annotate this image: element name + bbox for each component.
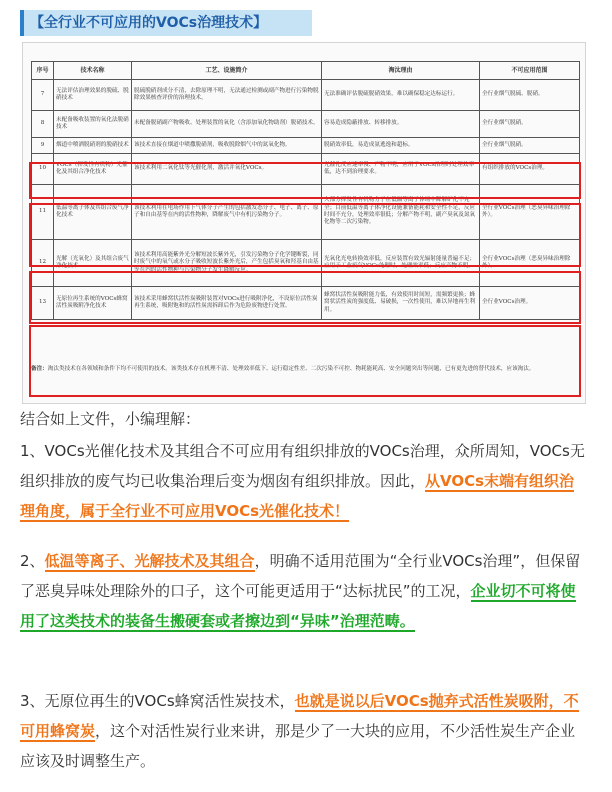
paragraph-1-text: 1、VOCs光催化技术及其组合不可应用有组织排放的VOCs治理，众所周知，VOCs无组织排放的废气均已收集治理后变为烟囱有组织排放。因此， [20, 442, 585, 490]
technology-name: 烟道中喷洒脱硝剂的脱硝技术 [54, 138, 132, 154]
row-number: 7 [32, 80, 54, 111]
phase-out-reason: 光催化反应速率慢、产物不明，应用于VOCs治理时处理效率低，达不到治理要求。 [322, 154, 480, 185]
highlight-box-row-11 [29, 203, 581, 267]
article-paragraph-1 [20, 436, 588, 526]
excluded-scope: 有组织排放的VOCs治理。 [480, 154, 580, 185]
phase-out-reason: 脱硝效率低，易造成氨逃逸和超标。 [322, 138, 480, 154]
paragraph-2-emphasis: 低温等离子、光解技术及其组合 [44, 552, 255, 570]
technology-name: 无原位再生系统的VOCs蜂窝活性炭吸附净化技术 [54, 287, 132, 320]
column-header: 序号 [32, 62, 54, 80]
process-intro: 该技术利用在电场作用下气体分子产生的包括激发态分子、电子、离子、原子和自由基等在内的活性物种，降解废气中有机污染物分子。 [132, 185, 322, 240]
column-header: 不可应用范围 [480, 62, 580, 80]
excluded-scope: 全行业烟气脱硫、脱硝。 [480, 80, 580, 111]
technology-name: 低温等离子体及其组合废气净化技术 [54, 185, 132, 240]
column-header: 淘汰理由 [322, 62, 480, 80]
process-intro: 该技术利用二氧化钛等光催化剂，激活并氧化VOCs。 [132, 154, 322, 185]
table-row [32, 80, 580, 111]
table-header-row [32, 62, 580, 80]
article-paragraph-2 [20, 546, 588, 636]
column-header: 工艺、设施简介 [132, 62, 322, 80]
document-scan [22, 42, 586, 404]
process-intro: 该技术直接在烟道中喷撒脱硝剂，吸收脱除烟气中的氮氧化物。 [132, 138, 322, 154]
row-number: 9 [32, 138, 54, 154]
technology-name: VOCs（挥发性有机物）光催化及其组合净化技术 [54, 154, 132, 185]
technology-name: 未配备吸收装置的氧化法脱硝技术 [54, 111, 132, 138]
section-title: 【全行业不可应用的VOCs治理技术】 [30, 15, 268, 31]
row-number: 10 [32, 154, 54, 185]
note-text: 淘汰类技术在各领域和条件下均不可使用的技术。该类技术存在机理不清、处理效率低下、运行稳定性差、二次污染不可控、物耗能耗高、安全问题突出等问题，已有更先进的替代技术，应该淘汰。 [47, 366, 535, 372]
excluded-scope: 全行业烟气脱硝。 [480, 138, 580, 154]
row-number: 12 [32, 240, 54, 287]
excluded-scope: 全行业VOCs治理（恶臭异味治理除外）。 [480, 240, 580, 287]
paragraph-3-text: ，这个对活性炭行业来讲，那是少了一大块的应用，不少活性炭生产企业应该及时调整生产。 [20, 722, 576, 770]
phase-out-reason: 无法准确评估脱硫脱硝效果，难以确保稳定达标运行。 [322, 80, 480, 111]
section-banner [20, 10, 312, 36]
paragraph-2-green-emphasis: 企业切不可将使用了这类技术的装备生搬硬套或者擦边到“异味”治理范畴。 [20, 582, 576, 630]
note-label: 备注： [31, 366, 48, 372]
paragraph-3-prefix: 3、无原位再生的VOCs蜂窝活性炭技术， [20, 692, 295, 710]
technology-name: 光解（光氧化）及其组合废气净化技术 [54, 240, 132, 287]
process-intro: 脱硫脱硝剂成分不清，去除原理不明，无法通过检测或副产物进行污染物脱除效果核查评价的治理技术。 [132, 80, 322, 111]
phase-out-reason: 容易造成隐蔽排放、转移排放。 [322, 111, 480, 138]
process-intro: 该技术采用蜂窝状活性炭吸附装置对VOCs进行吸附净化，不设原位活性炭再生系统，吸附饱和的活性炭需拆卸后作为危险废物进行处置。 [132, 287, 322, 320]
excluded-scope: 全行业烟气脱硝。 [480, 111, 580, 138]
paragraph-2-prefix: 2、 [20, 552, 45, 570]
row-number: 13 [32, 287, 54, 320]
table-row [32, 111, 580, 138]
process-intro: 未配备脱硝副产物吸收、处理装置的氧化（含添加氧化物助剂）脱硝技术。 [132, 111, 322, 138]
row-number: 8 [32, 111, 54, 138]
paragraph-2-text: ，明确不适用范围为“全行业VOCs治理”，但保留了恶臭异味处理除外的口子，这个可能更适用于“达标扰民”的工况， [20, 552, 581, 600]
highlight-box-row-13-and-note [29, 325, 581, 397]
process-intro: 该技术利用高能紫外光分解短波长紫外光，引发污染物分子化学键断裂，同时废气中的氧气或水分子吸收短波长紫外光后，产生包括臭氧和羟基自由基等在内的活性物种与污染物分子发生降解反应。 [132, 240, 322, 287]
highlight-box-row-10 [29, 162, 581, 199]
paragraph-1-emphasis: 从VOCs末端有组织治理角度，属于全行业不可应用VOCs光催化技术！ [20, 472, 575, 520]
excluded-scope: 全行业VOCs治理（恶臭异味治理除外）。 [480, 185, 580, 240]
paragraph-3-emphasis: 也就是说以后VOCs抛弃式活性炭吸附，不可用蜂窝炭 [20, 692, 579, 740]
phase-out-reason: 蜂窝状活性炭吸附能力低，有效使用时间短，需频繁更换；蜂窝状活性炭的强度低、易破损，一次性使用，难以异地再生利用。 [322, 287, 480, 320]
phase-out-reason: 大部分挥发性有机物分子在低温等离子体场中降解矿化不完全；目前低温等离子体净化设施兼备能耗和安全性不足，反应时间不充分，处理效率很低；分解产物不明，副产臭氧及氮氧化物等二次污染物。 [322, 185, 480, 240]
technology-name: 无法评估治理效果的脱硫、脱硝技术 [54, 80, 132, 111]
highlight-box-row-12 [29, 271, 581, 324]
article-lead: 结合如上文件，小编理解： [20, 410, 201, 428]
phase-out-reason: 光氧化光电转换效率低，反应装置有效光辐射能量普遍不足；应用于工业废气VOCs处理时，处理效率低；反应产物不明。 [322, 240, 480, 287]
table-row [32, 138, 580, 154]
article-paragraph-3 [20, 686, 588, 776]
column-header: 技术名称 [54, 62, 132, 80]
excluded-scope: 全行业VOCs治理。 [480, 287, 580, 320]
row-number: 11 [32, 185, 54, 240]
